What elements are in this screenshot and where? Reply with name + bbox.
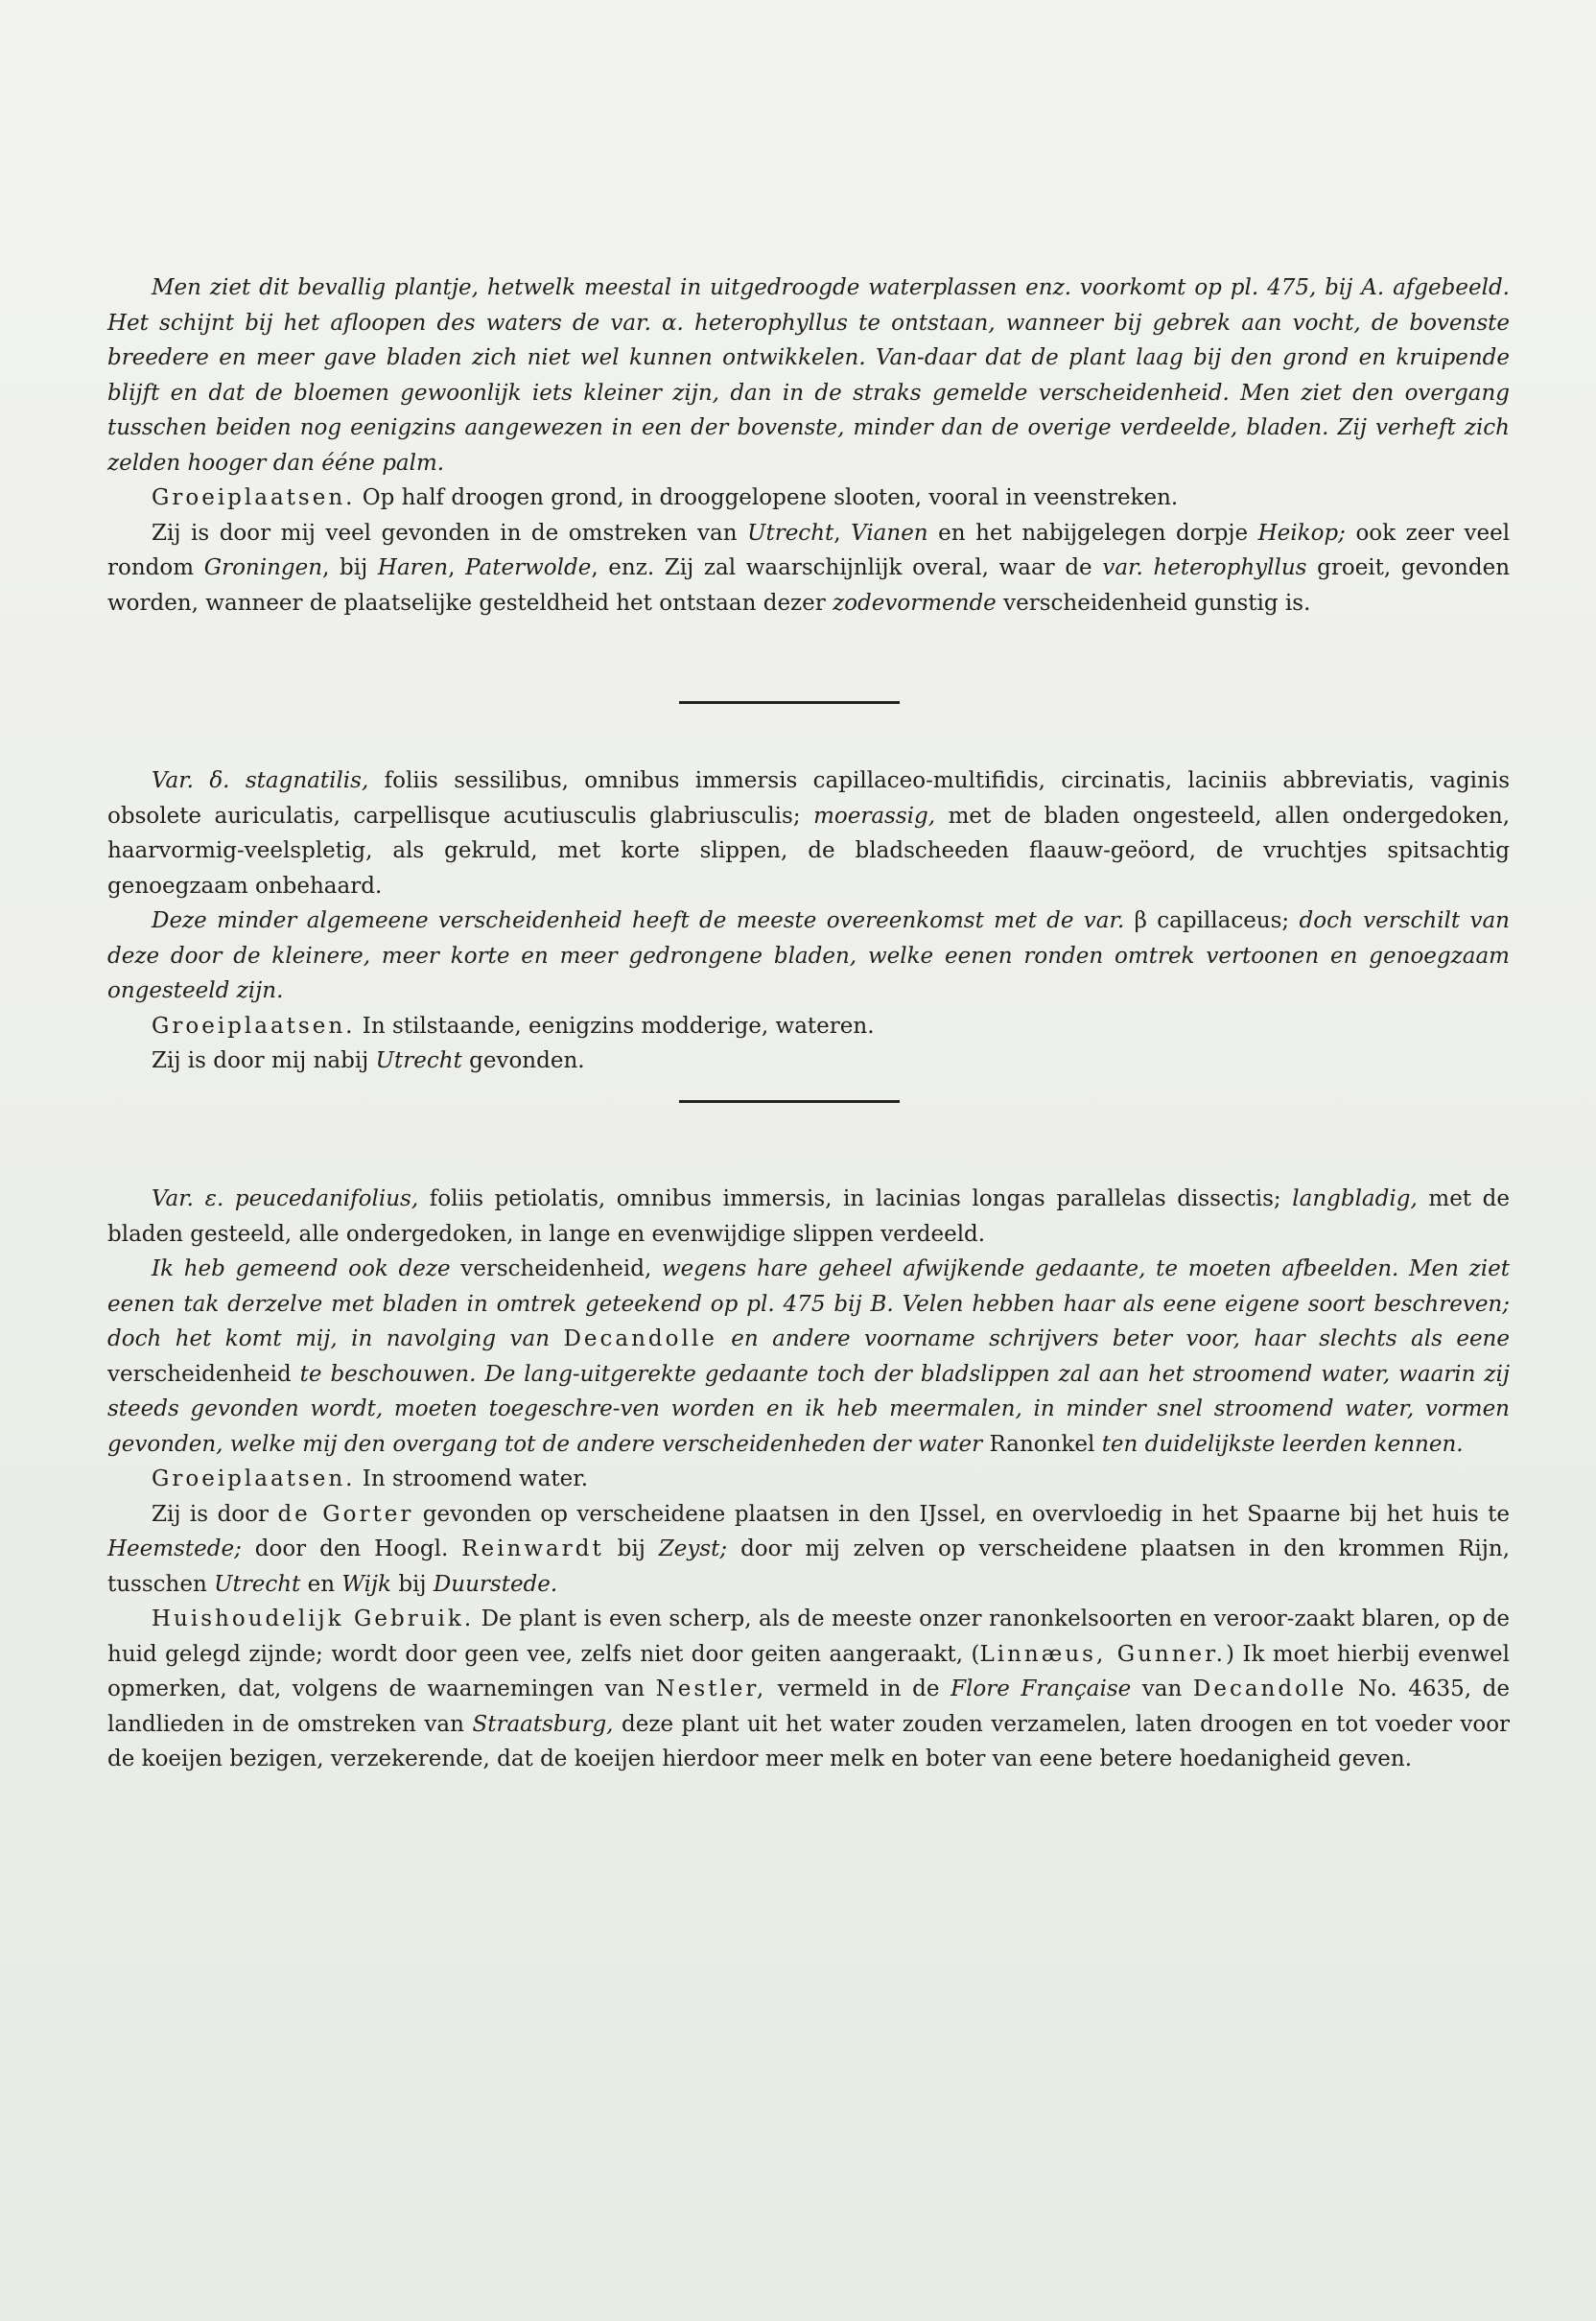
text-segment: en: [307, 1571, 336, 1597]
text-groeiplaatsen: In stilstaande, eenigzins modderige, wateren.: [362, 1013, 875, 1039]
text-segment: ,: [448, 555, 456, 580]
text-segment: ) Ik moet hierbij evenwel opmerken, dat, volgens de waarnemingen van: [107, 1641, 1510, 1701]
label-groeiplaatsen: Groeiplaatsen.: [152, 1466, 356, 1491]
place-name: Utrecht: [747, 520, 834, 546]
label-groeiplaatsen: Groeiplaatsen.: [152, 485, 356, 510]
paragraph-huishoudelijk-gebruik: [107, 1602, 1510, 1777]
place-name: Heikop;: [1257, 520, 1346, 546]
text-segment: Ik heb gemeend ook deze: [152, 1256, 451, 1281]
author-name: Reinwardt: [461, 1536, 604, 1561]
paragraph-var-delta-diagnosis: [107, 763, 1510, 903]
place-name: Utrecht: [214, 1571, 301, 1597]
place-name: Vianen: [851, 520, 928, 546]
section-var-delta: [107, 763, 1510, 1079]
paragraph-locations: [107, 1497, 1510, 1603]
place-name: Utrecht: [375, 1048, 462, 1073]
text-segment: Zij is door: [152, 1501, 269, 1527]
paragraph-locations: [107, 516, 1510, 621]
text-segment: te beschouwen. De lang-uitgerekte gedaante toch der bladslippen zal aan het stroomend water, waarin zij steeds gevonden wordt, moeten toegeschre-ven worden en ik heb meermalen, in minder snel stroomend water, vormen gevonden, welke mij den overgang tot de andere verscheidenheden der water: [107, 1361, 1511, 1457]
place-name: Heemstede;: [107, 1536, 242, 1561]
text-segment: De plant is even scherp, als de meeste onzer ranonkelsoorten en veroor-zaakt blaren, op de huid gelegd zijnde; wordt door geen vee, zelfs niet door geiten aangeraakt, (: [107, 1606, 1510, 1667]
dutch-diagnosis: met de bladen gesteeld, alle ondergedoken, in lange en evenwijdige slippen verdeeld.: [107, 1186, 1511, 1247]
place-name: Paterwolde: [465, 555, 592, 580]
text-segment: van: [1141, 1676, 1183, 1701]
section-divider: [679, 701, 900, 704]
text-segment: ten duidelijkste leerden kennen.: [1101, 1431, 1464, 1457]
label-groeiplaatsen: Groeiplaatsen.: [152, 1013, 356, 1039]
latin-diagnosis: foliis sessilibus, omnibus immersis capillaceo-multifidis, circinatis, laciniis abbreviatis, vaginis obsolete auriculatis, carpellisque acutiusculis glabriusculis;: [107, 768, 1511, 829]
text-segment: ook zeer veel rondom: [107, 520, 1511, 580]
paragraph-var-epsilon-diagnosis: [107, 1182, 1510, 1252]
text-groeiplaatsen: In stroomend water.: [362, 1466, 589, 1491]
place-name: Straatsburg,: [472, 1711, 614, 1737]
term-var: var.: [1102, 555, 1143, 580]
text-groeiplaatsen: Op half droogen grond, in drooggelopene slooten, vooral in veenstreken.: [362, 485, 1179, 510]
book-title: Flore Française: [951, 1676, 1132, 1701]
place-name: Zeyst;: [658, 1536, 728, 1561]
paragraph-var-delta-note: [107, 903, 1510, 1009]
text-segment: gevonden op verscheidene plaatsen in den IJssel, en overvloedig in het Spaarne bij het huis te: [422, 1501, 1510, 1527]
term-capillaceus: β capillaceus;: [1134, 908, 1290, 933]
text-segment: wegens hare geheel afwijkende gedaante, te moeten afbeelden. Men ziet eenen tak derzelve met bladen in omtrek geteekend op pl. 475 bij B. Velen hebben haar als eene eigene soort beschreven; doch het komt mij, in navolging van: [107, 1256, 1511, 1351]
term-zodevormende: zodevormende: [833, 590, 997, 616]
text-segment: gevonden.: [469, 1048, 585, 1073]
text-segment: , enz. Zij zal waarschijnlijk overal, waar de: [591, 555, 1092, 580]
text-segment: deze plant uit het water zouden verzamelen, laten droogen en tot voeder voor de koeijen bezigen, verzekerende, dat de koeijen hierdoor meer melk en boter van eene betere hoedanigheid geven.: [107, 1711, 1511, 1771]
author-name: Decandolle: [1192, 1676, 1348, 1701]
text-segment: Zij is door mij veel gevonden in de omstreken van: [152, 520, 738, 546]
term-heterophyllus: heterophyllus: [1153, 555, 1307, 580]
latin-diagnosis: foliis petiolatis, omnibus immersis, in lacinias longas parallelas dissectis;: [429, 1186, 1281, 1211]
text-segment: Zij is door mij nabij: [152, 1048, 369, 1073]
dutch-name: langbladig,: [1292, 1186, 1418, 1211]
text-segment: ,: [833, 520, 841, 546]
section-divider: [679, 1100, 900, 1103]
place-name: Wijk: [341, 1571, 391, 1597]
text-segment: door mij zelven op verscheidene plaatsen in den krommen Rijn, tusschen: [107, 1536, 1510, 1597]
section-heterophyllus-note: [107, 270, 1510, 621]
text-segment: Deze minder algemeene verscheidenheid heeft de meeste overeenkomst met de var.: [152, 908, 1125, 933]
variety-label: Var. ε. peucedanifolius,: [152, 1186, 419, 1211]
text-segment: verscheidenheid,: [460, 1256, 652, 1281]
author-name: Linnæus, Gunner.: [979, 1641, 1226, 1667]
text-segment: vermeld in de: [777, 1676, 940, 1701]
paragraph-description: Men ziet dit bevallig plantje, hetwelk meestal in uitgedroogde waterplassen enz. voorkomt op pl. 475, bij A. afgebeeld. Het schijnt bij het afloopen des waters de var. α. heterophyllus te ontstaan, wanneer bij gebrek aan vocht, de bovenste breedere en meer gave bladen zich niet wel kunnen ontwikkelen. Van-daar dat de plant laag bij den grond en kruipende blijft en dat de bloemen gewoonlijk iets kleiner zijn, dan in de straks gemelde verscheidenheid. Men ziet den overgang tusschen beiden nog eenigzins aangewezen in een der bovenste, minder dan de overige verdeelde, bladen. Zij verheft zich zelden hooger dan ééne palm.: [107, 275, 1510, 476]
dutch-diagnosis: met de bladen ongesteeld, allen ondergedoken, haarvormig-veelspletig, als gekruld, met korte slippen, de bladscheeden flaauw-geöord, de vruchtjes spitsachtig genoegzaam onbehaard.: [107, 803, 1511, 899]
text-segment: bij: [398, 1571, 427, 1597]
text-segment: Ranonkel: [989, 1431, 1095, 1457]
variety-label: Var. δ. stagnatilis,: [152, 768, 369, 793]
text-segment: en andere voorname schrijvers beter voor, haar slechts als eene: [731, 1326, 1510, 1351]
place-name: Groningen: [203, 555, 323, 580]
text-segment: verscheidenheid: [107, 1361, 292, 1387]
text-segment: en het nabijgelegen dorpje: [938, 520, 1249, 546]
text-segment: bij: [617, 1536, 645, 1561]
paragraph-groeiplaatsen: [107, 481, 1510, 516]
text-segment: No. 4635, de landlieden in de omstreken van: [107, 1676, 1510, 1737]
place-name: Haren: [377, 555, 449, 580]
paragraph-groeiplaatsen: [107, 1009, 1510, 1044]
label-huishoudelijk-gebruik: Huishoudelijk Gebruik.: [152, 1606, 475, 1631]
place-name: Duurstede.: [433, 1571, 558, 1597]
paragraph-locations: [107, 1043, 1510, 1079]
text-segment: groeit, gevonden worden, wanneer de plaatselijke gesteldheid het ontstaan dezer: [107, 555, 1511, 616]
author-name: de Gorter: [277, 1501, 414, 1527]
text-segment: , bij: [322, 555, 368, 580]
author-name: Nestler,: [655, 1676, 767, 1701]
paragraph-groeiplaatsen: [107, 1462, 1510, 1497]
text-segment: doch verschilt van deze door de kleinere, meer korte en meer gedrongene bladen, welke eenen ronden omtrek vertoonen en genoegzaam ongesteeld zijn.: [107, 908, 1510, 1003]
text-segment: verscheidenheid gunstig is.: [1003, 590, 1311, 616]
author-name: Decandolle: [563, 1326, 717, 1351]
paragraph-var-epsilon-note: [107, 1252, 1510, 1462]
dutch-name: moerassig,: [813, 803, 936, 829]
text-segment: door den Hoogl.: [254, 1536, 449, 1561]
section-var-epsilon: [107, 1182, 1510, 1777]
